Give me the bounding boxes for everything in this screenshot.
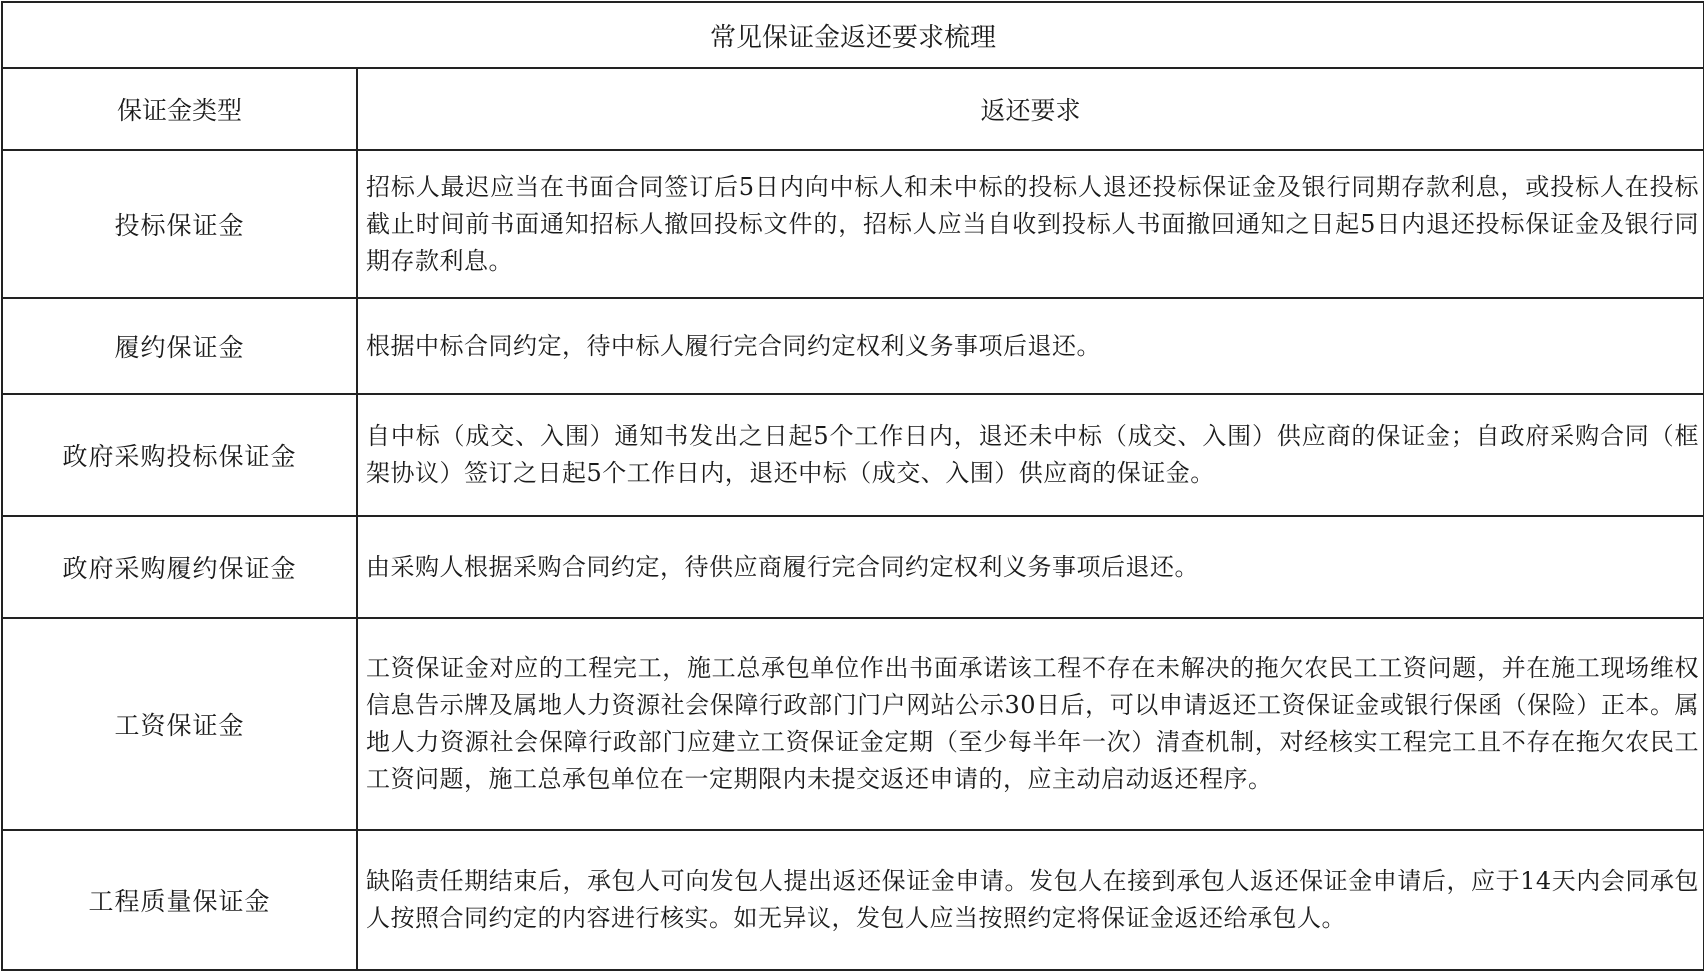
- row-deposit-type: 投标保证金: [2, 150, 357, 298]
- row-deposit-type: 履约保证金: [2, 298, 357, 394]
- header-row: [2, 68, 1704, 150]
- header-deposit-type: 保证金类型: [2, 68, 357, 150]
- title-row: [2, 2, 1704, 68]
- table-row: [2, 618, 1704, 830]
- table-row: [2, 830, 1704, 970]
- row-deposit-type: 政府采购投标保证金: [2, 394, 357, 516]
- table-row: [2, 150, 1704, 298]
- table-row: [2, 394, 1704, 516]
- table-title: 常见保证金返还要求梳理: [2, 2, 1704, 68]
- header-return-requirement: 返还要求: [357, 68, 1704, 150]
- row-return-requirement: 根据中标合同约定，待中标人履行完合同约定权利义务事项后退还。: [357, 298, 1704, 394]
- row-return-requirement: 招标人最迟应当在书面合同签订后5日内向中标人和未中标的投标人退还投标保证金及银行同期存款利息，或投标人在投标截止时间前书面通知招标人撤回投标文件的，招标人应当自收到投标人书面撤回通知之日起5日内退还投标保证金及银行同期存款利息。: [357, 150, 1704, 298]
- table-row: [2, 298, 1704, 394]
- row-return-requirement: 工资保证金对应的工程完工，施工总承包单位作出书面承诺该工程不存在未解决的拖欠农民工工资问题，并在施工现场维权信息告示牌及属地人力资源社会保障行政部门门户网站公示30日后，可以申请返还工资保证金或银行保函（保险）正本。属地人力资源社会保障行政部门应建立工资保证金定期（至少每半年一次）清查机制，对经核实工程完工且不存在拖欠农民工工资问题，施工总承包单位在一定期限内未提交返还申请的，应主动启动返还程序。: [357, 618, 1704, 830]
- row-return-requirement: 由采购人根据采购合同约定，待供应商履行完合同约定权利义务事项后退还。: [357, 516, 1704, 618]
- row-deposit-type: 政府采购履约保证金: [2, 516, 357, 618]
- row-return-requirement: 自中标（成交、入围）通知书发出之日起5个工作日内，退还未中标（成交、入围）供应商的保证金；自政府采购合同（框架协议）签订之日起5个工作日内，退还中标（成交、入围）供应商的保证金。: [357, 394, 1704, 516]
- row-return-requirement: 缺陷责任期结束后，承包人可向发包人提出返还保证金申请。发包人在接到承包人返还保证金申请后，应于14天内会同承包人按照合同约定的内容进行核实。如无异议，发包人应当按照约定将保证金返还给承包人。: [357, 830, 1704, 970]
- row-deposit-type: 工程质量保证金: [2, 830, 357, 970]
- row-deposit-type: 工资保证金: [2, 618, 357, 830]
- table-row: [2, 516, 1704, 618]
- deposit-return-table: [1, 1, 1704, 971]
